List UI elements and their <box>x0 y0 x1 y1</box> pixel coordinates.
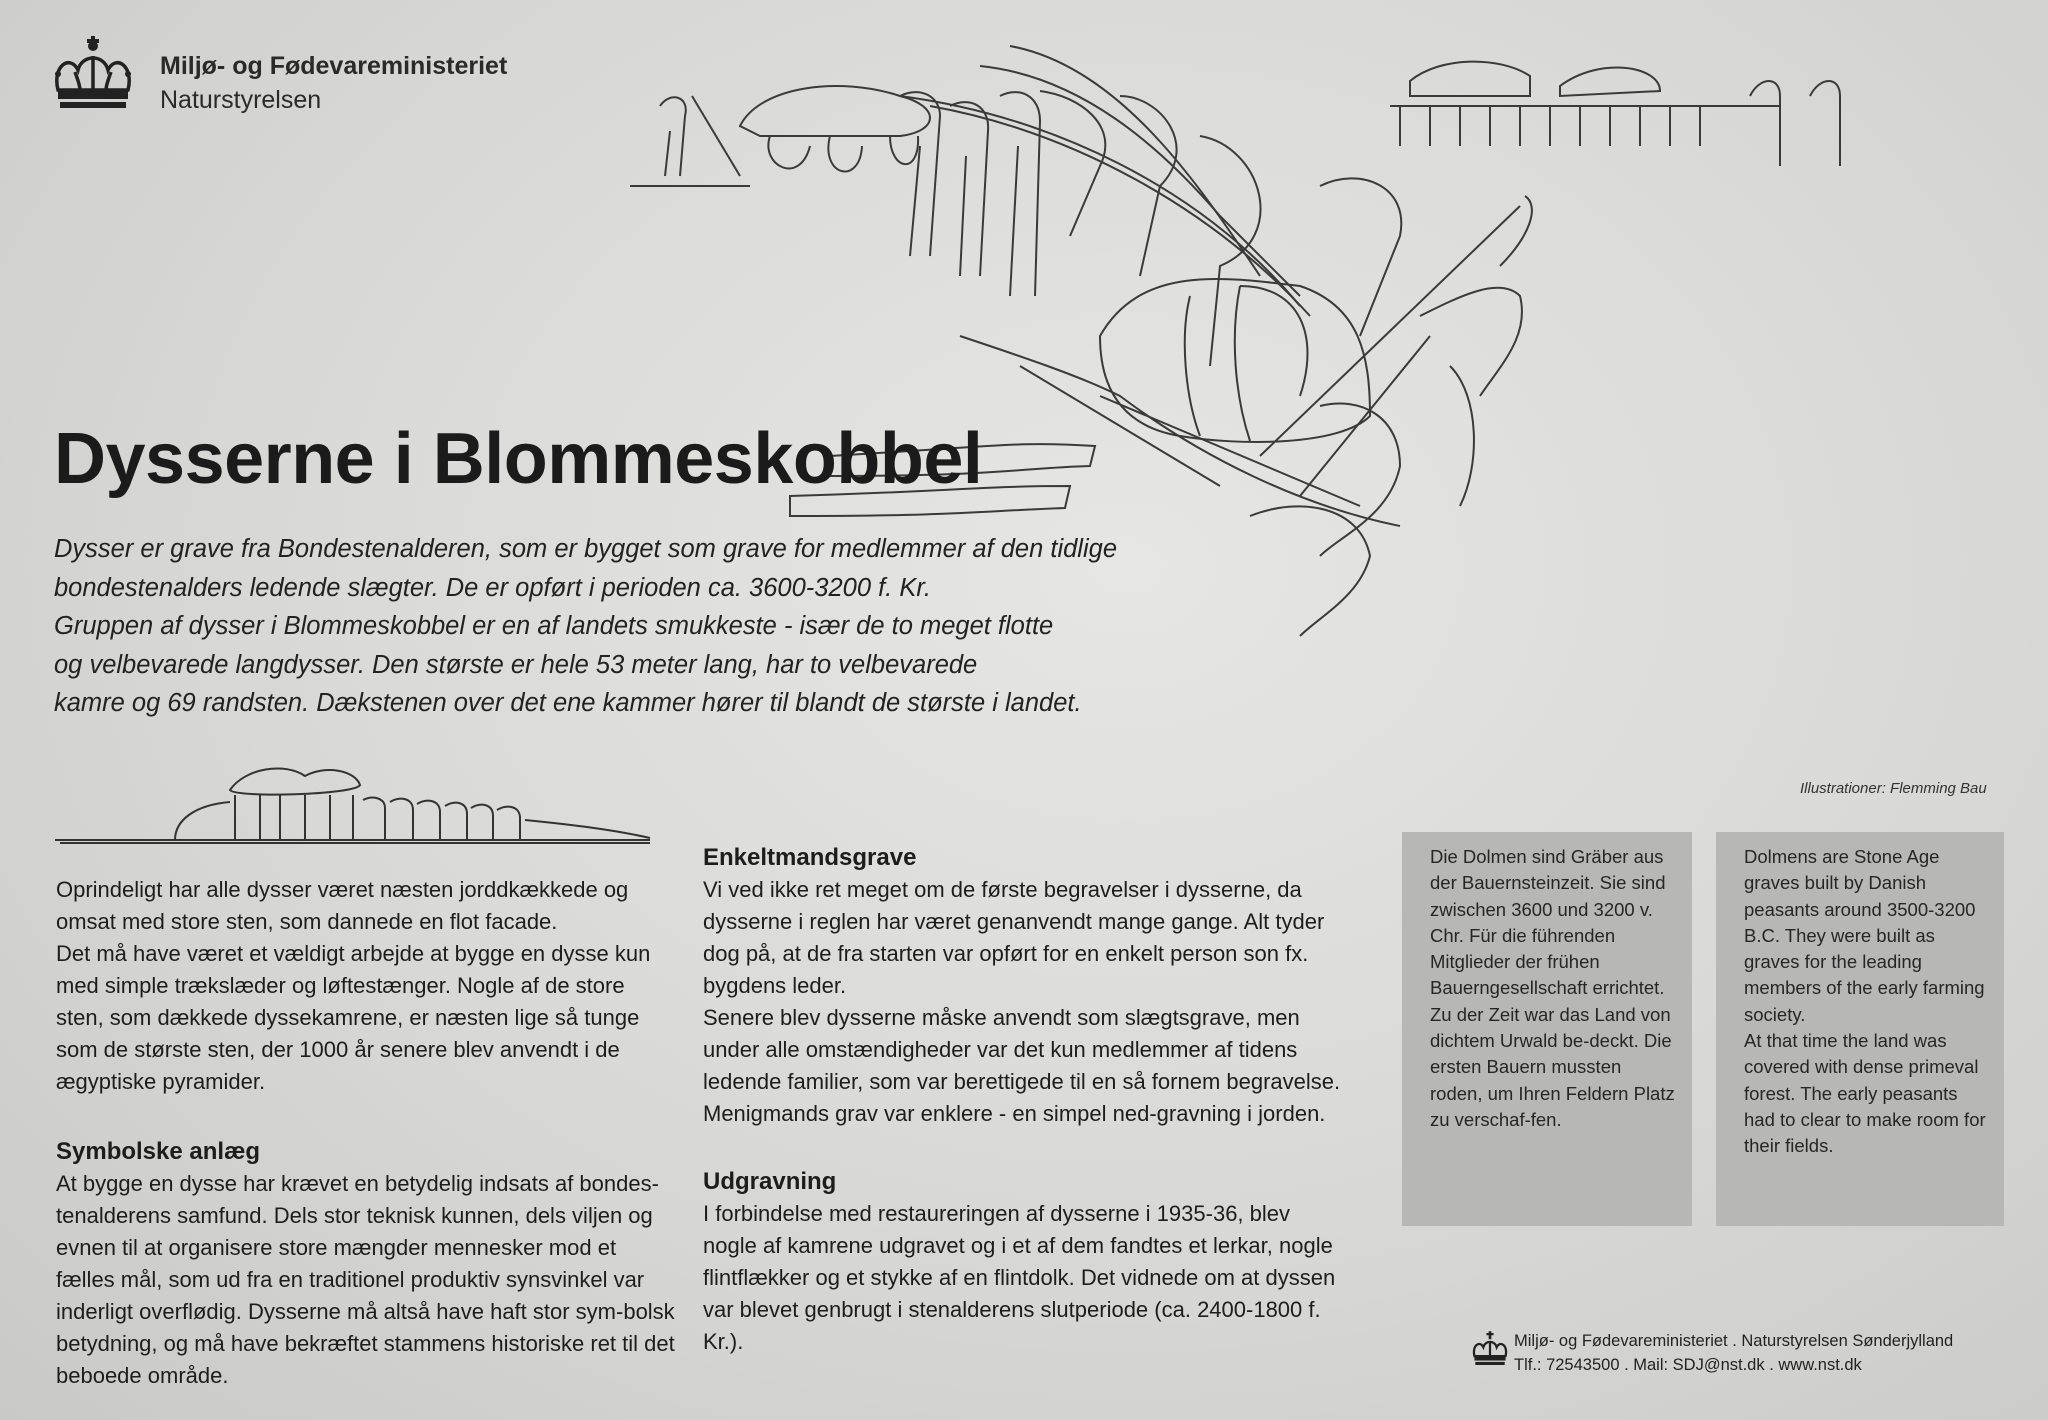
ministry-logo <box>48 32 548 122</box>
german-summary-box <box>1402 832 1692 1226</box>
section-udgravning <box>703 1166 1343 1358</box>
page-title: Dysserne i Blommeskobbel <box>54 419 983 499</box>
section-heading: Udgravning <box>703 1168 837 1195</box>
intro-line: kamre og 69 randsten. Dækstenen over det ene kammer hører til blandt de største i landet. <box>54 689 1082 717</box>
paragraph: Zu der Zeit war das Land von dichtem Urwald be-deckt. Die ersten Bauern mussten roden, um Ihren Feldern Platz zu verschaf-fen. <box>1430 1003 1675 1130</box>
column-middle <box>703 842 1343 1358</box>
paragraph: Oprindeligt har alle dysser været næsten jorddkækkede og omsat med store sten, som dannede en flot facade. <box>56 877 629 934</box>
column-left <box>56 874 678 1392</box>
royal-crown-icon <box>1470 1330 1510 1368</box>
royal-crown-icon <box>48 32 138 116</box>
dolmen-sketch <box>55 740 655 855</box>
section-symbolske-anlaeg <box>56 1136 678 1392</box>
footer-contact-line: Tlf.: 72543500 . Mail: SDJ@nst.dk . www.nst.dk <box>1514 1356 1862 1374</box>
intro-line: og velbevarede langdysser. Den største er hele 53 meter lang, har to velbevarede <box>54 650 978 679</box>
paragraph: At bygge en dysse har krævet en betydelig indsats af bondes-tenalderens samfund. Dels stor teknisk kunnen, dels viljen og evnen til at organisere store mængder mennesker mod et fælles mål, som ud fra en traditionel produktiv synsvinkel var inderligt overflødig. Dysserne må altså have haft stor sym-bolsk betydning, og må have bekræftet stammens historiske ret til det beboede område. <box>56 1171 675 1388</box>
paragraph: Senere blev dysserne måske anvendt som slægtsgrave, men under alle omstændigheder var det kun medlemmer af tidens ledende familier, som var berettigede til en så fornem begravelse. Menigmands grav var enklere - en simpel ned-gravning i jorden. <box>703 1005 1341 1126</box>
paragraph: At that time the land was covered with dense primeval forest. The early peasants had to clear to make room for their fields. <box>1744 1030 1986 1157</box>
intro-text <box>54 530 1134 723</box>
paragraph: Dolmens are Stone Age graves built by Danish peasants around 3500-3200 B.C. They were built as graves for the leading members of the early farming society. <box>1744 846 1985 1025</box>
illustration-credit: Illustrationer: Flemming Bau <box>1800 780 1987 797</box>
english-summary-box <box>1716 832 2004 1226</box>
footer-contact <box>1470 1330 2030 1400</box>
ministry-name: Miljø- og Fødevareministeriet <box>160 52 508 80</box>
section-heading: Symbolske anlæg <box>56 1138 261 1165</box>
paragraph: I forbindelse med restaureringen af dysserne i 1935-36, blev nogle af kamrene udgravet og i et af dem fandtes et lerkar, nogle flintflækker og et stykke af en flintdolk. Det vidnede om at dyssen var blevet genbrugt i stenalderens slutperiode (ca. 2400-1800 f. Kr.). <box>703 1201 1336 1354</box>
paragraph: Vi ved ikke ret meget om de første begravelser i dysserne, da dysserne i reglen har været genanvendt mange gange. Alt tyder dog på, at de fra starten var opført for en enkelt person son fx. bygdens leder. <box>703 877 1325 998</box>
intro-line: bondestenalders ledende slægter. De er opført i perioden ca. 3600-3200 f. Kr. <box>54 573 931 602</box>
intro-line: Dysser er grave fra Bondestenalderen, som er bygget som grave for medlemmer af den tidlige <box>54 535 1118 563</box>
paragraph: Det må have været et vældigt arbejde at bygge en dysse kun med simple trækslæder og løftestænger. Nogle af de store sten, som dækkede dyssekamrene, er næsten lige så tunge som de største sten, der 1000 år senere blev anvendt i de ægyptiske pyramider. <box>56 941 651 1094</box>
agency-name: Naturstyrelsen <box>160 86 322 114</box>
intro-line: Gruppen af dysser i Blommeskobbel er en af landets smukkeste - især de to meget flotte <box>54 612 1054 640</box>
paragraph: Die Dolmen sind Gräber aus der Bauernsteinzeit. Sie sind zwischen 3600 und 3200 v. Chr. Für die führenden Mitglieder der frühen Bauerngesellschaft errichtet. <box>1430 846 1666 999</box>
section-heading: Enkeltmandsgrave <box>703 844 917 871</box>
footer-ministry: Miljø- og Fødevareministeriet . Naturstyrelsen Sønderjylland <box>1514 1332 1954 1350</box>
